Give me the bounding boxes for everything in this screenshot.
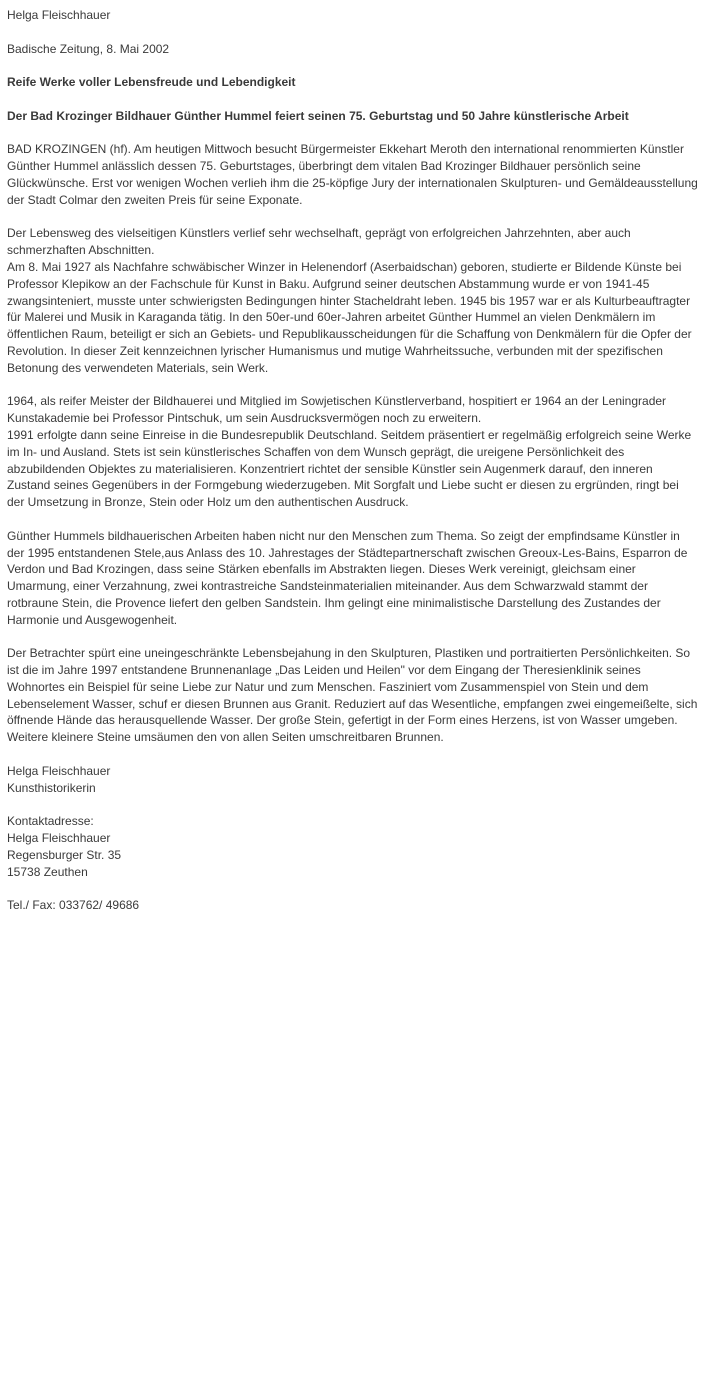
contact-block	[7, 813, 699, 914]
paragraph-3-text-a: 1964, als reifer Meister der Bildhauerei und Mitglied im Sowjetischen Künstlerverband, hospitiert er 1964 an der Leningrader Kunstakademie bei Professor Pintschuk, um sein Ausdrucksvermögen noch zu erweitern.	[7, 394, 667, 426]
paragraph-5-text: Der Betrachter spürt eine uneingeschränkte Lebensbejahung in den Skulpturen, Plastiken und portraitierten Persönlichkeiten. So ist die im Jahre 1997 entstandene Brunnenanlage „Das Leiden und Heilen" vor dem Eingang der Theresienklinik seines Wohnortes ein Beispiel für seine Liebe zur Natur und zum Menschen. Fasziniert vom Zusammenspiel von Stein und dem Lebenselement Wasser, schuf er diesen Brunnen aus Granit. Reduziert auf das Wesentliche, empfangen zwei eingemeißelte, sich öffnende Hände das herausquellende Wasser. Der große Stein, gefertigt in der Form eines Herzens, ist von Wasser umgeben. Weitere kleinere Steine umsäumen den von allen Seiten umschreitbaren Brunnen.	[7, 646, 698, 745]
paragraph-2	[7, 225, 699, 376]
paragraph-5	[7, 645, 699, 746]
paragraph-3-text-b: 1991 erfolgte dann seine Einreise in die Bundesrepublik Deutschland. Seitdem präsentiert er regelmäßig erfolgreich seine Werke im In- und Ausland. Stets ist sein künstlerisches Schaffen von dem Wunsch geprägt, die ureigene Persönlichkeit des abzubildenden Objektes zu materialisieren. Konzentriert richtet der sensible Künstler sein Augenmerk darauf, den inneren Zustand seines Gegenübers in der Formgebung wiederzugeben. Mit Sorgfalt und Liebe sucht er diesen zu ergründen, ringt bei der Umsetzung in Bronze, Stein oder Holz um den authentischen Ausdruck.	[7, 427, 692, 510]
contact-phone: Tel./ Fax: 033762/ 49686	[7, 898, 140, 913]
source-line: Badische Zeitung, 8. Mai 2002	[7, 41, 170, 56]
contact-name: Helga Fleischhauer	[7, 831, 111, 846]
contact-city: 15738 Zeuthen	[7, 864, 88, 879]
signature-role: Kunsthistorikerin	[7, 780, 96, 795]
headline: Reife Werke voller Lebensfreude und Lebendigkeit	[7, 75, 296, 90]
paragraph-4	[7, 528, 699, 629]
paragraph-4-text: Günther Hummels bildhauerischen Arbeiten haben nicht nur den Menschen zum Thema. So zeigt der empfindsame Künstler in der 1995 entstandenen Stele,aus Anlass des 10. Jahrestages der Städtepartnerschaft zwischen Greoux-Les-Bains, Esparron de Verdon und Bad Krozingen, dass seine Stärken ebenfalls im Abstrakten liegen. Dieses Werk vereinigt, gleichsam einer Umarmung, einer Verzahnung, zwei kontrastreiche Sandsteinmaterialien miteinander. Aus dem Schwarzwald stammt der rotbraune Stein, die Provence liefert den gelben Sandstein. Ihm gelingt eine minimalistische Darstellung des Zustandes der Harmonie und Ausgewogenheit.	[7, 528, 688, 627]
paragraph-1	[7, 141, 699, 208]
contact-heading: Kontaktadresse:	[7, 814, 94, 829]
subheadline: Der Bad Krozinger Bildhauer Günther Hummel feiert seinen 75. Geburtstag und 50 Jahre künstlerische Arbeit	[7, 108, 629, 123]
paragraph-1-text: BAD KROZINGEN (hf). Am heutigen Mittwoch besucht Bürgermeister Ekkehart Meroth den international renommierten Künstler Günther Hummel anlässlich dessen 75. Geburtstages, überbringt dem vitalen Bad Krozinger Bildhauer persönlich seine Glückwünsche. Erst vor wenigen Wochen verlieh ihm die 25-köpfige Jury der internationalen Skulpturen- und Gemäldeausstellung der Stadt Colmar den zweiten Preis für seine Exponate.	[7, 142, 698, 207]
signature-name: Helga Fleischhauer	[7, 763, 111, 778]
contact-street: Regensburger Str. 35	[7, 847, 122, 862]
paragraph-2-text-a: Der Lebensweg des vielseitigen Künstlers verlief sehr wechselhaft, geprägt von erfolgreichen Jahrzehnten, aber auch schmerzhaften Abschnitten.	[7, 226, 631, 258]
paragraph-2-text-b: Am 8. Mai 1927 als Nachfahre schwäbischer Winzer in Helenendorf (Aserbaidschan) geboren, studierte er Bildende Künste bei Professor Klepikow an der Fachschule für Kunst in Baku. Aufgrund seiner deutschen Abstammung wurde er von 1941-45 zwangsinteniert, musste unter schwierigsten Bedingungen hinter Stacheldraht leben. 1945 bis 1957 war er als Kulturbeauftragter für Malerei und Musik in Karaganda tätig. In den 50er-und 60er-Jahren arbeitet Günther Hummel an vielen Denkmälern im öffentlichen Raum, beteiligt er sich an Gebiets- und Republikausscheidungen für die Schaffung von Denkmälern für die Opfer der Revolution. In dieser Zeit kennzeichnen lyrischer Humanismus und mutige Wahrheitssuche, verbunden mit der spezifischen Betonung des verwendeten Materials, sein Werk.	[7, 259, 692, 375]
author-top: Helga Fleischhauer	[7, 8, 111, 22]
signature-block	[7, 763, 699, 797]
paragraph-3	[7, 393, 699, 511]
